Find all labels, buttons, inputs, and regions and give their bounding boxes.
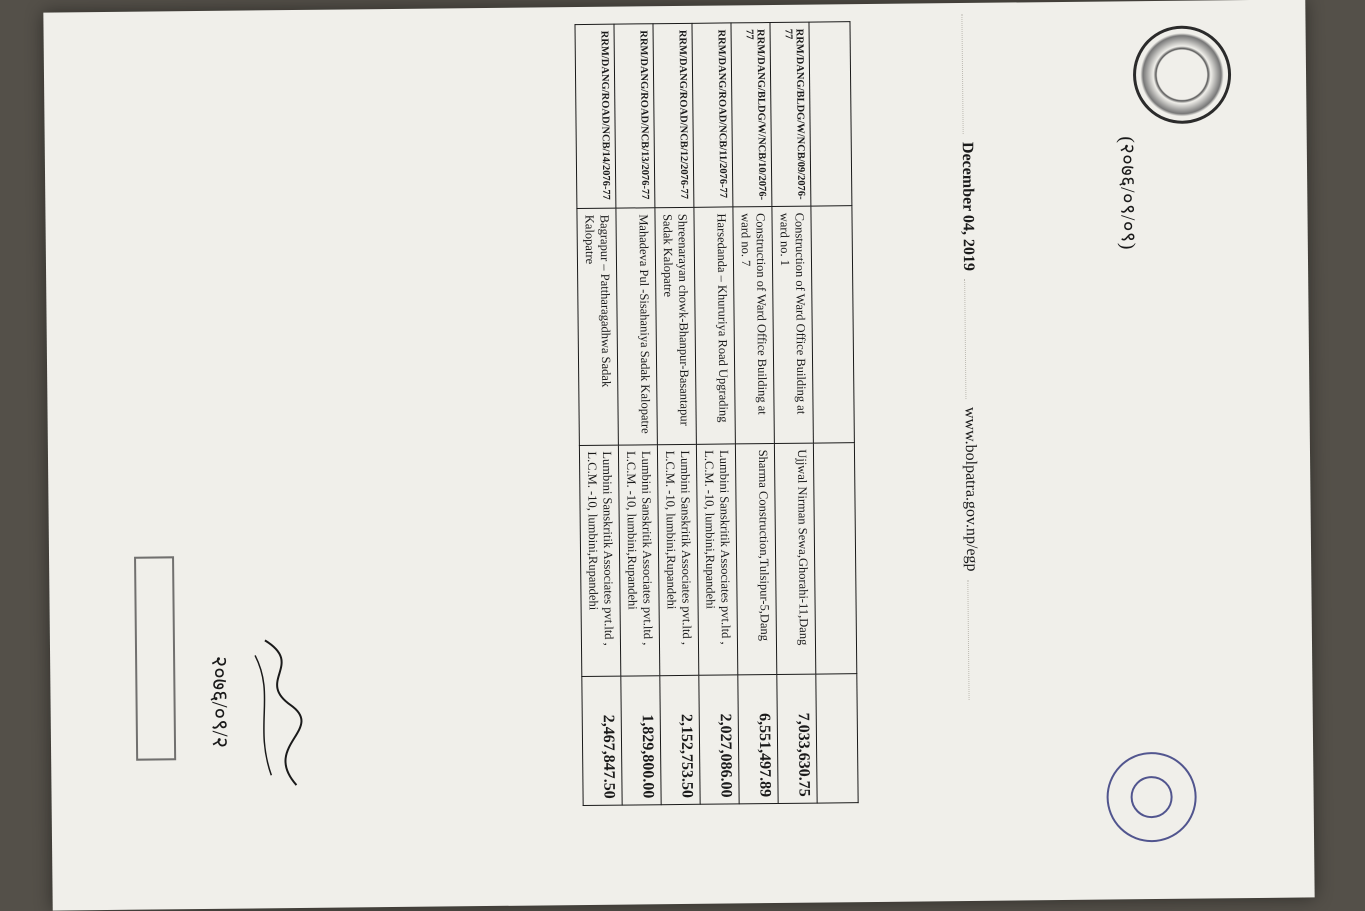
amount-cell: 2,467,847.50 <box>582 676 622 806</box>
header-cell <box>816 673 858 803</box>
paper-sheet <box>43 0 1314 911</box>
ref-cell: RRM/DANG/BLDG/W/NCB/10/2076-77 <box>731 23 772 207</box>
table-row <box>770 22 817 803</box>
amount-cell: 7,033,630.75 <box>777 674 817 804</box>
amount-cell: 2,152,753.50 <box>660 675 700 805</box>
project-cell: Bagrapur – Pattharagadhwa Sadak Kalopatre <box>577 208 618 445</box>
publication-date: (२०७६/०९/०९) <box>1115 136 1139 251</box>
table-row <box>692 23 739 804</box>
ref-cell: RRM/DANG/BLDG/W/NCB/09/2076-77 <box>770 22 811 206</box>
contractor-cell: Lumbini Sanskritik Associates pvt.ltd , L.C.M. -10, lumbini,Rupandehi <box>657 444 698 675</box>
amount-cell: 2,027,086.00 <box>699 675 739 805</box>
project-cell: Shreenarayan chowk-Bhanpur-Basantapur Sadak Kalopatre <box>655 207 696 444</box>
project-cell: Mahadeva Pul -Sisahaniya Sadak Kalopatre <box>616 208 657 445</box>
contractor-cell: Sharma Construction,Tulsipur-5,Dang <box>735 443 776 674</box>
office-stamp-icon <box>1106 752 1197 843</box>
contractor-cell: Lumbini Sanskritik Associates pvt.ltd , L.C.M. -10, lumbini,Rupandehi <box>696 443 737 674</box>
ref-cell: RRM/DANG/ROAD/NCB/12/2076-77 <box>653 23 694 207</box>
award-table <box>574 21 858 806</box>
contractor-cell: Lumbini Sanskritik Associates pvt.ltd , L.C.M. -10, lumbini,Rupandehi <box>579 445 620 676</box>
table-row <box>653 23 700 804</box>
table-row <box>731 23 778 804</box>
officer-stamp <box>134 556 176 760</box>
ref-cell: RRM/DANG/ROAD/NCB/14/2076-77 <box>575 24 616 208</box>
government-seal-icon <box>1133 25 1232 124</box>
table-row <box>575 24 622 805</box>
amount-cell: 1,829,800.00 <box>621 675 661 805</box>
notice-date: December 04, 2019 <box>958 141 978 272</box>
project-cell: Harsedanda – Khururiya Road Upgrading <box>694 207 735 444</box>
ref-cell: RRM/DANG/ROAD/NCB/13/2076-77 <box>614 24 655 208</box>
notice-text <box>953 6 987 850</box>
ref-cell: RRM/DANG/ROAD/NCB/11/2076-77 <box>692 23 733 207</box>
table-row <box>614 24 661 805</box>
header-cell <box>811 206 854 443</box>
signature-date: २०७६/०९/२ <box>207 655 234 749</box>
contractor-cell: Lumbini Sanskritik Associates pvt.ltd , L.C.M. -10, lumbini,Rupandehi <box>618 444 659 675</box>
table-body <box>575 22 817 805</box>
table-header-row <box>809 22 858 803</box>
project-cell: Construction of Ward Office Building at ward no. 1 <box>772 206 813 443</box>
amount-cell: 6,551,497.89 <box>738 674 778 804</box>
document-body <box>58 0 1237 877</box>
header-cell <box>813 442 856 674</box>
contractor-cell: Ujjwal Nirman Sewa,Ghorahi-11,Dang <box>774 443 815 674</box>
project-cell: Construction of Ward Office Building at ward no. 7 <box>733 206 774 443</box>
header-cell <box>809 22 852 206</box>
signature <box>245 635 317 796</box>
notice-site: www.bolpatra.gov.np/egp <box>961 406 981 572</box>
